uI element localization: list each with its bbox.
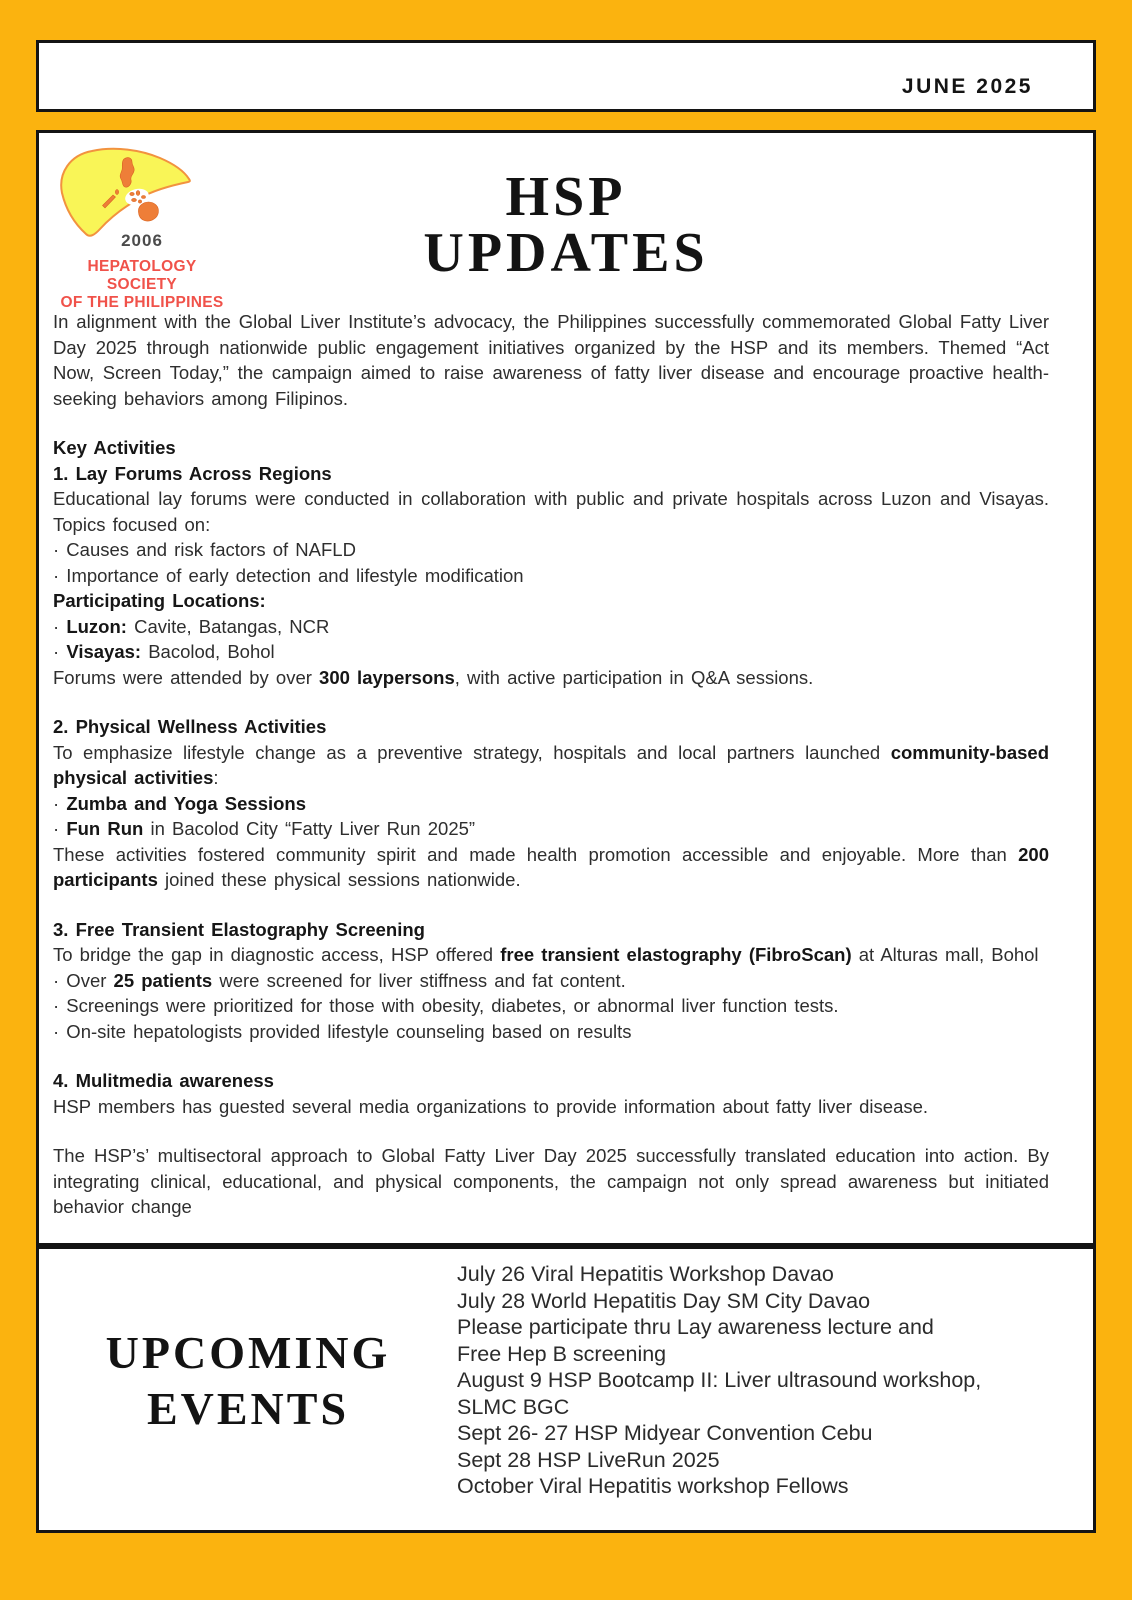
article-paragraph: · On-site hepatologists provided lifestyle counseling based on results bbox=[53, 1020, 632, 1042]
article-body bbox=[39, 309, 1093, 1220]
events-list bbox=[457, 1249, 1093, 1530]
event-item: Please participate thru Lay awareness lecture and bbox=[457, 1315, 934, 1339]
paragraph-spacer bbox=[53, 690, 1049, 714]
article-paragraph: To bridge the gap in diagnostic access, HSP offered free transient elastography (FibroScan) at Alturas mall, Bohol bbox=[53, 944, 1039, 965]
paragraph-spacer bbox=[53, 411, 1049, 435]
paragraph-spacer bbox=[53, 1044, 1049, 1068]
events-title-line1: UPCOMING bbox=[105, 1326, 391, 1378]
masthead-box bbox=[36, 40, 1096, 112]
article-paragraph: To emphasize lifestyle change as a preventive strategy, hospitals and local partners launched community-based physical activities: bbox=[53, 741, 1049, 788]
logo-org-line2: OF THE PHILIPPINES bbox=[60, 294, 224, 311]
paragraph-spacer bbox=[53, 893, 1049, 917]
event-item: Sept 26- 27 HSP Midyear Convention Cebu bbox=[457, 1421, 873, 1445]
article-paragraph: Forums were attended by over 300 laypersons, with active participation in Q&A sessions. bbox=[53, 666, 814, 688]
article-paragraph: 2. Physical Wellness Activities bbox=[53, 716, 327, 737]
article-paragraph: 3. Free Transient Elastography Screening bbox=[53, 918, 425, 940]
article-paragraph: · Importance of early detection and lifestyle modification bbox=[53, 564, 524, 586]
article-paragraph: 4. Mulitmedia awareness bbox=[53, 1070, 274, 1091]
event-item: Sept 28 HSP LiveRun 2025 bbox=[457, 1447, 720, 1472]
article-paragraph: These activities fostered community spirit and made health promotion accessible and enjoyable. More than 200 participants joined these physical sessions nationwide. bbox=[53, 843, 1049, 890]
article-paragraph: 1. Lay Forums Across Regions bbox=[53, 462, 332, 484]
event-item: October Viral Hepatitis workshop Fellows bbox=[457, 1474, 849, 1498]
upcoming-events-box bbox=[36, 1246, 1096, 1533]
events-title-line2: EVENTS bbox=[146, 1382, 350, 1434]
article-paragraph: Key Activities bbox=[53, 437, 176, 458]
page-title-line2: UPDATES bbox=[423, 222, 709, 284]
article-paragraph: HSP members has guested several media organizations to provide information about fatty liver disease. bbox=[53, 1095, 929, 1117]
event-item: July 26 Viral Hepatitis Workshop Davao bbox=[457, 1262, 834, 1286]
article-paragraph: · Screenings were prioritized for those with obesity, diabetes, or abnormal liver function tests. bbox=[53, 995, 839, 1016]
logo-year: 2006 bbox=[121, 231, 163, 250]
article-paragraph: · Zumba and Yoga Sessions bbox=[53, 792, 307, 814]
page-title-line1: HSP bbox=[505, 166, 627, 228]
event-item: Free Hep B screening bbox=[457, 1341, 667, 1366]
article-paragraph: · Over 25 patients were screened for liver stiffness and fat content. bbox=[53, 969, 626, 991]
article-paragraph: In alignment with the Global Liver Institute’s advocacy, the Philippines successfully commemorated Global Fatty Liver Day 2025 through nationwide public engagement initiatives organized by the HSP and its members. Themed “Act Now, Screen Today,” the campaign aimed to raise awareness of fatty liver disease and encourage proactive health-seeking behaviors among Filipinos. bbox=[53, 311, 1049, 409]
event-item: SLMC BGC bbox=[457, 1394, 570, 1419]
article-paragraph: · Causes and risk factors of NAFLD bbox=[53, 539, 356, 560]
article-paragraph: · Fun Run in Bacolod City “Fatty Liver Run 2025” bbox=[53, 818, 476, 839]
article-paragraph: The HSP’s’ multisectoral approach to Global Fatty Liver Day 2025 successfully translated education into action. By integrating clinical, educational, and physical components, the campaign not only spread awareness but initiated behavior change bbox=[53, 1145, 1049, 1217]
page-title bbox=[39, 166, 1093, 284]
issue-date: JUNE 2025 bbox=[901, 75, 1033, 98]
logo-org-line1: HEPATOLOGY SOCIETY bbox=[87, 258, 197, 293]
events-title bbox=[39, 1249, 457, 1530]
article-paragraph: Educational lay forums were conducted in collaboration with public and private hospitals across Luzon and Visayas. Topics focused on: bbox=[53, 488, 1049, 535]
header bbox=[39, 133, 1093, 309]
main-content-box bbox=[36, 130, 1096, 1246]
article-paragraph: · Luzon: Cavite, Batangas, NCR bbox=[53, 615, 330, 637]
article-paragraph: Participating Locations: bbox=[53, 590, 266, 611]
event-item: July 28 World Hepatitis Day SM City Davao bbox=[457, 1288, 871, 1313]
event-item: August 9 HSP Bootcamp II: Liver ultrasound workshop, bbox=[457, 1368, 982, 1392]
article-paragraph: · Visayas: Bacolod, Bohol bbox=[53, 641, 275, 662]
paragraph-spacer bbox=[53, 1119, 1049, 1143]
